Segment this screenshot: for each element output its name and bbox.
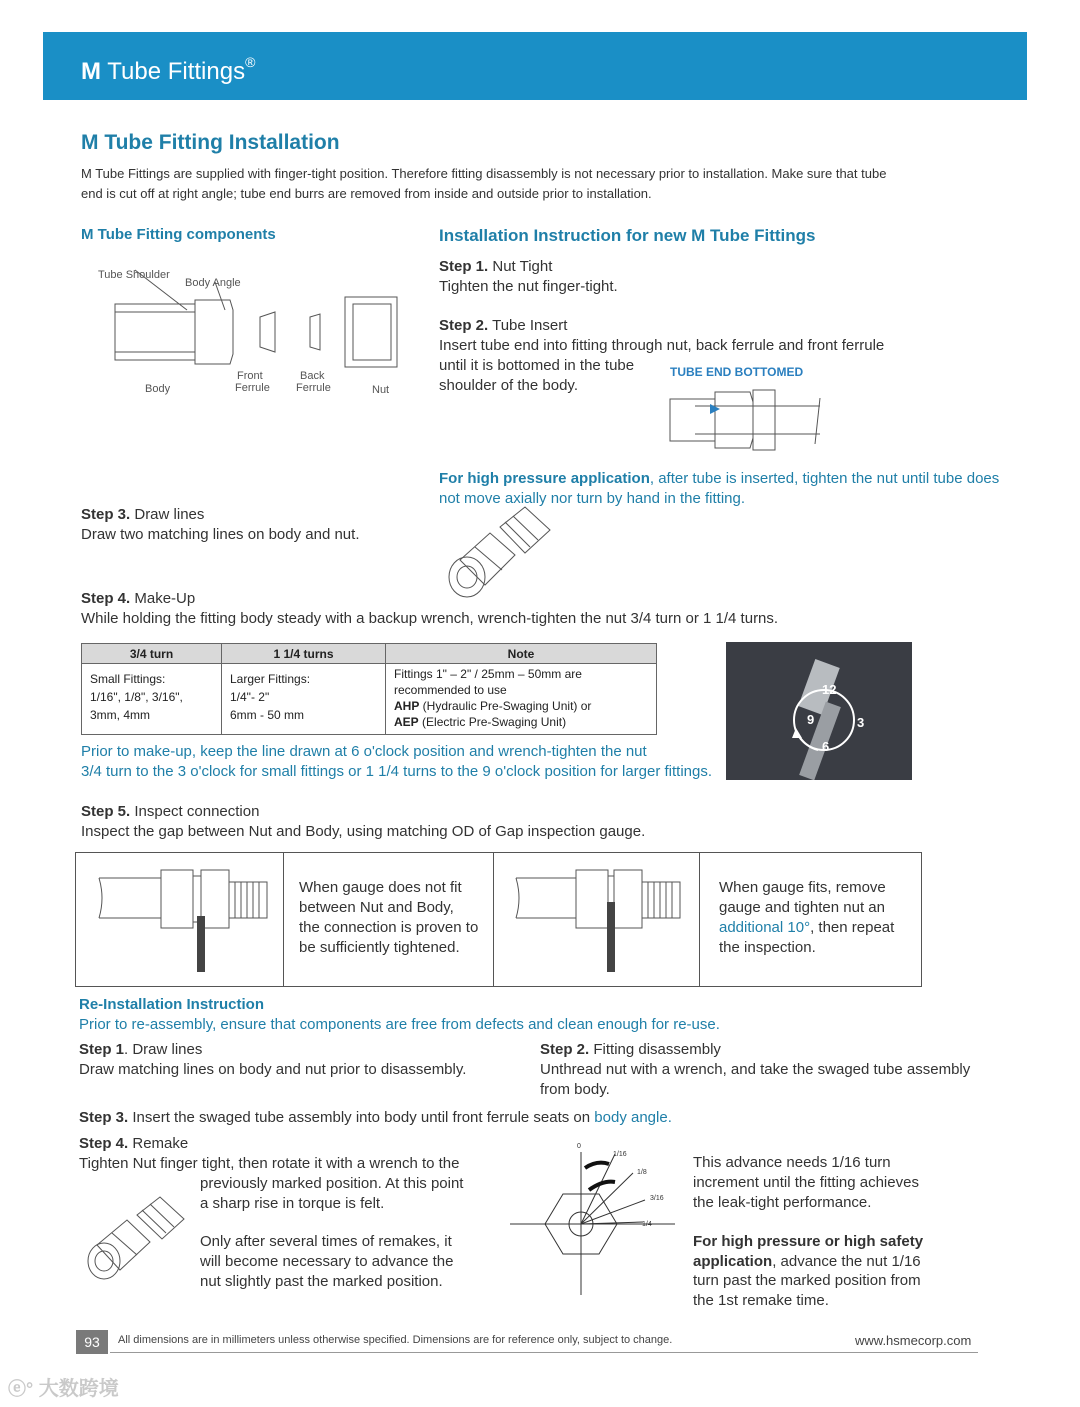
fitting-lines-diagram: [445, 505, 555, 601]
re-step3: Step 3. Insert the swaged tube assembly into body until front ferrule seats on body angle.: [79, 1109, 672, 1126]
table-cell-larger: Larger Fittings: 1/4"- 2" 6mm - 50 mm: [222, 664, 386, 735]
table-header-3-4-turn: 3/4 turn: [82, 644, 222, 664]
re-step4-line-5: will become necessary to advance the: [200, 1253, 454, 1270]
reinstall-title: Re-Installation Instruction: [79, 996, 265, 1013]
label-back-ferrule-1: Back: [300, 370, 325, 382]
label-tube-shoulder: Tube Shoulder: [98, 269, 170, 281]
step5-text: Inspect the gap between Nut and Body, using matching OD of Gap inspection gauge.: [81, 823, 646, 840]
table-cell-note: Fittings 1" – 2" / 25mm – 50mm are recommended to use AHP (Hydraulic Pre-Swaging Unit) or AEP (Electric Pre-Swaging Unit): [386, 664, 657, 735]
advance-line-3: the leak-tight performance.: [693, 1194, 872, 1211]
re-step1-heading: Step 1. Draw lines: [79, 1041, 203, 1058]
reinstall-sub: Prior to re-assembly, ensure that components are free from defects and clean enough for re-use.: [79, 1016, 720, 1033]
deg-3-16: 3/16: [650, 1195, 664, 1202]
step2-heading: Step 2. Tube Insert: [439, 317, 568, 334]
re-step2-line-1: Unthread nut with a wrench, and take the swaged tube assembly: [540, 1061, 971, 1078]
high-safety-line-3: turn past the marked position from: [693, 1272, 921, 1289]
high-safety-line-2: application, advance the nut 1/16: [693, 1253, 921, 1270]
re-step4-line-1: Tighten Nut finger tight, then rotate it with a wrench to the: [79, 1155, 460, 1172]
deg-1-4: 1/4: [642, 1221, 652, 1228]
clock-6: 6: [822, 739, 830, 754]
step1-text: Tighten the nut finger-tight.: [439, 278, 618, 295]
advance-line-1: This advance needs 1/16 turn: [693, 1154, 891, 1171]
high-safety-line-1: For high pressure or high safety: [693, 1233, 924, 1250]
label-nut: Nut: [372, 384, 390, 396]
table-header-1-1-4-turns: 1 1/4 turns: [222, 644, 386, 664]
deg-1-8: 1/8: [637, 1169, 647, 1176]
remake-fitting-diagram: [82, 1195, 192, 1285]
deg-0: 0: [577, 1143, 581, 1150]
watermark-logo-icon: ⓔ°: [8, 1379, 34, 1399]
label-body-angle: Body Angle: [185, 277, 241, 289]
gauge-inspection-panel: [75, 852, 922, 987]
footer-note: All dimensions are in millimeters unless otherwise specified. Dimensions are for reference only, subject to change.: [118, 1334, 673, 1346]
re-step4-line-4: Only after several times of remakes, it: [200, 1233, 452, 1250]
high-pressure-note-2: not move axially nor turn by hand in the fitting.: [439, 490, 746, 507]
step2-line-2: until it is bottomed in the tube: [439, 357, 635, 374]
table-header-note: Note: [386, 644, 657, 664]
re-step4-heading: Step 4. Remake: [79, 1135, 189, 1152]
label-front-ferrule-1: Front: [237, 370, 263, 382]
re-step4-line-3: a sharp rise in torque is felt.: [200, 1195, 385, 1212]
turn-advance-diagram: [505, 1140, 680, 1300]
page-number: 93: [76, 1330, 108, 1354]
advance-line-2: increment until the fitting achieves: [693, 1174, 919, 1191]
components-diagram: [95, 262, 405, 402]
prior-makeup-2: 3/4 turn to the 3 o'clock for small fittings or 1 1/4 turns to the 9 o'clock position for larger fittings.: [81, 763, 713, 780]
gauge-fit-diagram: [508, 868, 693, 978]
clock-9: 9: [807, 712, 815, 727]
new-install-title: Installation Instruction for new M Tube Fittings: [439, 226, 816, 245]
intro-line-1: M Tube Fittings are supplied with finger-tight position. Therefore fitting disassembly is not necessary prior to installation. Make sure that tube: [81, 166, 887, 181]
high-pressure-note: For high pressure application, after tube is inserted, tighten the nut until tube does: [439, 470, 1000, 487]
watermark: ⓔ° 大数跨境: [8, 1378, 119, 1400]
step4-text: While holding the fitting body steady with a backup wrench, wrench-tighten the nut 3/4 turn or 1 1/4 turns.: [81, 610, 779, 627]
prior-makeup-1: Prior to make-up, keep the line drawn at 6 o'clock position and wrench-tighten the nut: [81, 743, 647, 760]
deg-1-16: 1/16: [613, 1151, 627, 1158]
re-step2-heading: Step 2. Fitting disassembly: [540, 1041, 721, 1058]
clock-3: 3: [857, 715, 865, 730]
components-title: M Tube Fitting components: [81, 226, 276, 243]
step3-text: Draw two matching lines on body and nut.: [81, 526, 360, 543]
gauge-not-fit-text: When gauge does not fit between Nut and Body, the connection is proven to be sufficiently tightened.: [299, 879, 479, 956]
re-step2-line-2: from body.: [540, 1081, 610, 1098]
step2-line-1: Insert tube end into fitting through nut, back ferrule and front ferrule: [439, 337, 885, 354]
page-title: M Tube Fittings®: [81, 54, 256, 85]
label-front-ferrule-2: Ferrule: [235, 382, 270, 394]
gauge-not-fit-diagram: [91, 868, 276, 978]
step2-line-3: shoulder of the body.: [439, 377, 578, 394]
intro-line-2: end is cut off at right angle; tube end burrs are removed from inside and outside prior to installation.: [81, 186, 652, 201]
re-step4-line-2: previously marked position. At this point: [200, 1175, 464, 1192]
footer-url: www.hsmecorp.com: [855, 1333, 972, 1348]
turns-table: [81, 643, 657, 735]
footer-divider: [110, 1352, 978, 1353]
re-step4-line-6: nut slightly past the marked position.: [200, 1273, 443, 1290]
installation-title: M Tube Fitting Installation: [81, 131, 340, 154]
label-back-ferrule-2: Ferrule: [296, 382, 331, 394]
re-step1-text: Draw matching lines on body and nut prior to disassembly.: [79, 1061, 467, 1078]
table-cell-small: Small Fittings: 1/16", 1/8", 3/16", 3mm, 4mm: [82, 664, 222, 735]
tube-end-label: TUBE END BOTTOMED: [670, 365, 804, 379]
label-body: Body: [145, 383, 171, 395]
step5-heading: Step 5. Inspect connection: [81, 803, 260, 820]
high-safety-line-4: the 1st remake time.: [693, 1292, 829, 1309]
tube-bottomed-diagram: [665, 384, 825, 456]
step3-heading: Step 3. Draw lines: [81, 506, 205, 523]
step1-heading: Step 1. Nut Tight: [439, 258, 553, 275]
gauge-fit-text: When gauge fits, remove gauge and tighten nut an additional 10°, then repeat the inspection.: [719, 879, 895, 956]
clock-photo: [726, 642, 912, 780]
step4-heading: Step 4. Make-Up: [81, 590, 196, 607]
clock-12: 12: [822, 682, 837, 697]
